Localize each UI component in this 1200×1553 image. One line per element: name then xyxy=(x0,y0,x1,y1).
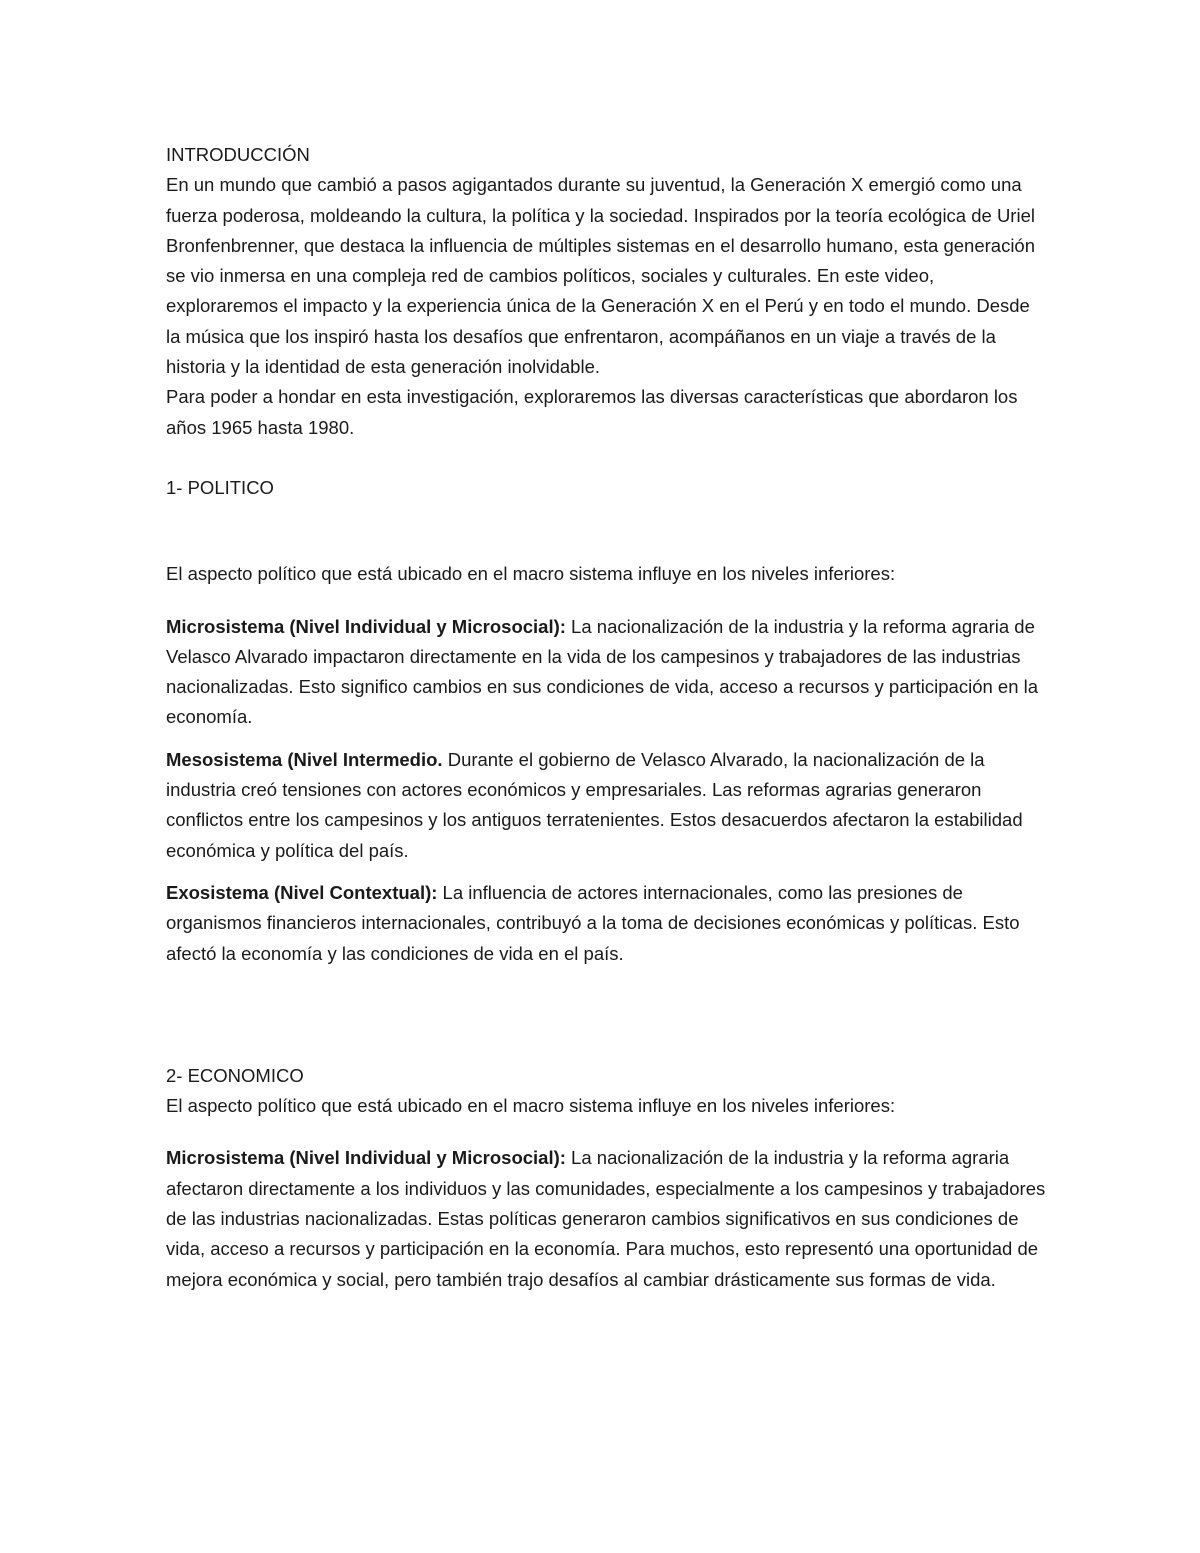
intro-paragraph-2: Para poder a hondar en esta investigación, exploraremos las diversas características que abordaron los años 1965 hasta 1980. xyxy=(166,386,1018,438)
section-politico-heading: 1- POLITICO xyxy=(166,476,274,498)
politico-microsistema-text: La nacionalización de la industria y la reforma agraria de Velasco Alvarado impactaron directamente en la vida de los campesinos y trabajadores de las industrias nacionalizadas. Esto significo cambios en sus condiciones de vida, acceso a recursos y participación en la economía. xyxy=(166,615,1039,728)
politico-microsistema-term: Microsistema (Nivel Individual y Microsocial): xyxy=(166,615,566,637)
section-economico-heading: 2- ECONOMICO xyxy=(166,1064,304,1086)
section-economico-intro: El aspecto político que está ubicado en el macro sistema influye en los niveles inferiores: xyxy=(166,1095,896,1117)
economico-microsistema-term: Microsistema (Nivel Individual y Microsocial): xyxy=(166,1147,566,1169)
politico-mesosistema-paragraph xyxy=(166,745,1046,866)
politico-microsistema-paragraph xyxy=(166,612,1046,733)
politico-exosistema-term: Exosistema (Nivel Contextual): xyxy=(166,881,438,903)
politico-mesosistema-term: Mesosistema (Nivel Intermedio. xyxy=(166,748,443,770)
politico-mesosistema-text: Durante el gobierno de Velasco Alvarado, la nacionalización de la industria creó tensiones con actores económicos y empresariales. Las reformas agrarias generaron conflictos entre los campesinos y los antiguos terratenientes. Estos desacuerdos afectaron la estabilidad económica y política del país. xyxy=(166,748,1023,861)
economico-microsistema-text: La nacionalización de la industria y la reforma agraria afectaron directamente a los individuos y las comunidades, especialmente a los campesinos y trabajadores de las industrias nacionalizadas. Estas políticas generaron cambios significativos en sus condiciones de vida, acceso a recursos y participación en la economía. Para muchos, esto representó una oportunidad de mejora económica y social, pero también trajo desafíos al cambiar drásticamente sus formas de vida. xyxy=(166,1147,1046,1290)
section-politico-intro: El aspecto político que está ubicado en el macro sistema influye en los niveles inferiores: xyxy=(166,563,896,585)
intro-paragraph: En un mundo que cambió a pasos agigantados durante su juventud, la Generación X emergió como una fuerza poderosa, moldeando la cultura, la política y la sociedad. Inspirados por la teoría ecológica de Uriel Bronfenbrenner, que destaca la influencia de múltiples sistemas en el desarrollo humano, esta generación se vio inmersa en una compleja red de cambios políticos, sociales y culturales. En este video, exploraremos el impacto y la experiencia única de la Generación X en el Perú y en todo el mundo. Desde la música que los inspiró hasta los desafíos que enfrentaron, acompáñanos en un viaje a través de la historia y la identidad de esta generación inolvidable. xyxy=(166,174,1036,378)
economico-microsistema-paragraph xyxy=(166,1143,1046,1294)
document-page xyxy=(166,140,1046,1295)
politico-exosistema-text: La influencia de actores internacionales, como las presiones de organismos financieros internacionales, contribuyó a la toma de decisiones económicas y políticas. Esto afectó la economía y las condiciones de vida en el país. xyxy=(166,881,1020,964)
intro-heading: INTRODUCCIÓN xyxy=(166,144,310,165)
politico-exosistema-paragraph xyxy=(166,878,1046,969)
